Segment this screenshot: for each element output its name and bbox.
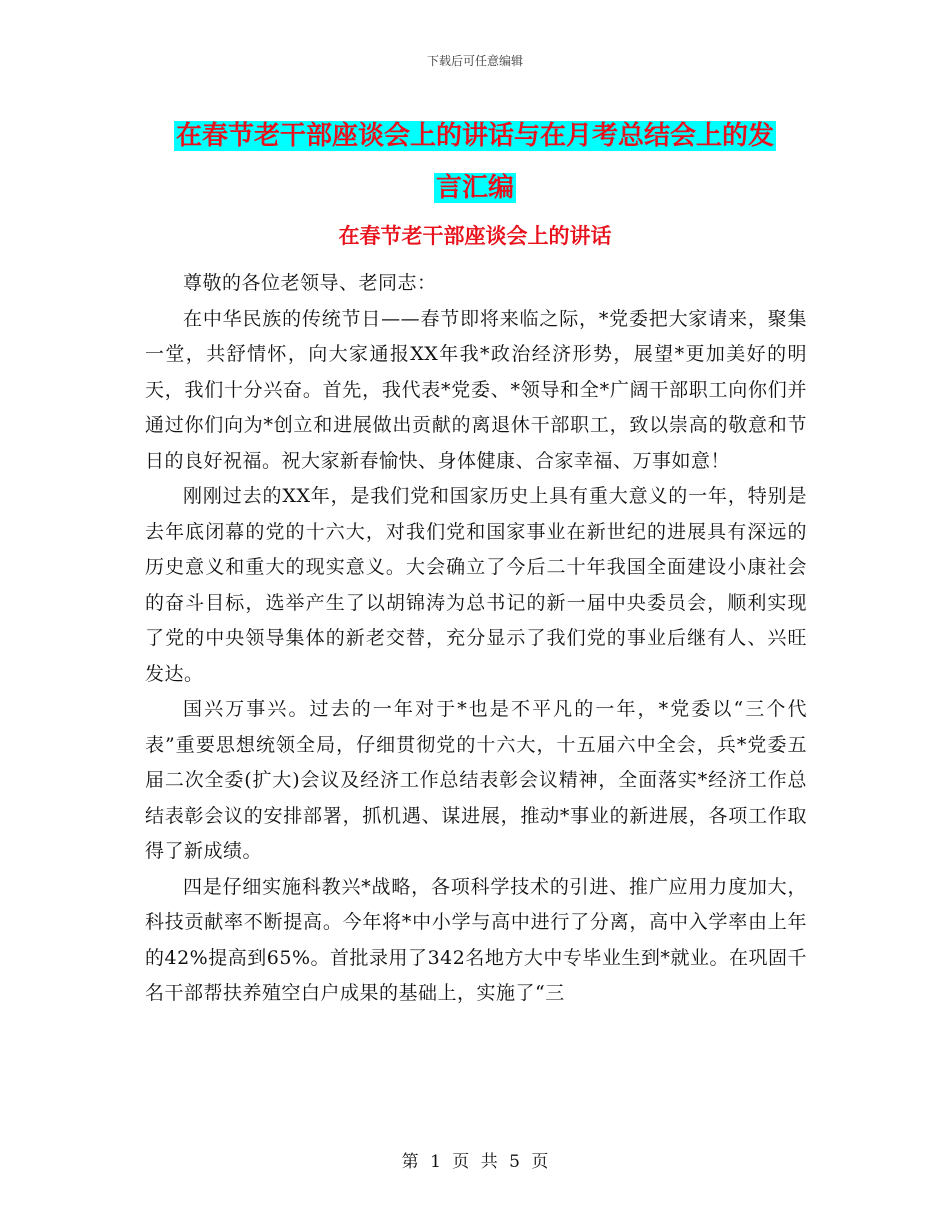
body-text xyxy=(145,266,807,1012)
paragraph: 四是仔细实施科教兴*战略，各项科学技术的引进、推广应用力度加大，科技贡献率不断提高。今年将*中小学与高中进行了分离，高中入学率由上年的42%提高到65%。首批录用了342名地方大中专毕业生到*就业。在巩固千名干部帮扶养殖空白户成果的基础上，实施了“三 xyxy=(145,875,807,1004)
page-number: 第 1 页 共 5 页 xyxy=(401,1152,549,1172)
paragraph: 刚刚过去的XX年，是我们党和国家历史上具有重大意义的一年，特别是去年底闭幕的党的十六大，对我们党和国家事业在新世纪的进展具有深远的历史意义和重大的现实意义。大会确立了今后二十年我国全面建设小康社会的奋斗目标，选举产生了以胡锦涛为总书记的新一届中央委员会，顺利实现了党的中央领导集体的新老交替，充分显示了我们党的事业后继有人、兴旺发达。 xyxy=(145,485,807,685)
document-title-line-1: 在春节老干部座谈会上的讲话与在月考总结会上的发 xyxy=(175,121,774,151)
section-title: 在春节老干部座谈会上的讲话 xyxy=(338,224,612,248)
paragraph: 在中华民族的传统节日——春节即将来临之际，*党委把大家请来，聚集一堂，共舒情怀，向大家通报XX年我*政治经济形势，展望*更加美好的明天，我们十分兴奋。首先，我代表*党委、*领导和全*广阔干部职工向你们并通过你们向为*创立和进展做出贡献的离退休干部职工，致以崇高的敬意和节日的良好祝福。祝大家新春愉快、身体健康、合家幸福、万事如意！ xyxy=(145,307,807,472)
paragraph-salutation: 尊敬的各位老领导、老同志： xyxy=(183,272,437,294)
header-note: 下载后可任意编辑 xyxy=(426,54,523,68)
document-title xyxy=(0,110,950,214)
document-title-line-2: 言汇编 xyxy=(435,173,514,203)
paragraph: 国兴万事兴。过去的一年对于*也是不平凡的一年，*党委以“三个代表”重要思想统领全局，仔细贯彻党的十六大，十五届六中全会，兵*党委五届二次全委(扩大)会议及经济工作总结表彰会议精神，全面落实*经济工作总结表彰会议的安排部署，抓机遇、谋进展，推动*事业的新进展，各项工作取得了新成绩。 xyxy=(145,698,807,862)
